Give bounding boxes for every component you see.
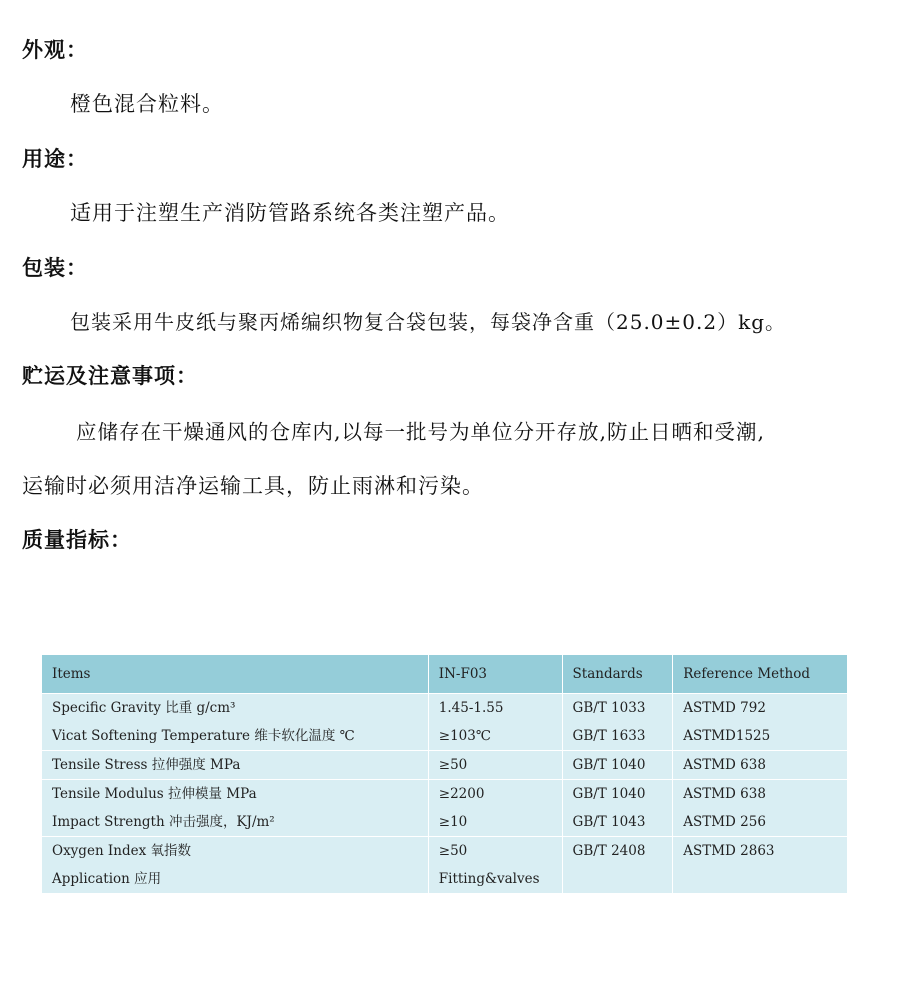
- cell-standards: [562, 837, 673, 894]
- cell-methods: [673, 751, 848, 780]
- item-label: Oxygen Index 氧指数: [52, 843, 191, 859]
- cell-items: [42, 751, 428, 780]
- value-text: ≥50: [438, 843, 468, 859]
- text-usage: 适用于注塑生产消防管路系统各类注塑产品。: [70, 201, 510, 225]
- method-text: ASTMD 2863: [683, 843, 775, 859]
- heading-usage: 用途：: [22, 146, 88, 171]
- text-packaging: 包装采用牛皮纸与聚丙烯编织物复合袋包装，每袋净含重（25.0±0.2）kg。: [70, 310, 787, 334]
- standard-text: GB/T 1033: [572, 700, 646, 716]
- value-text: 1.45-1.55: [438, 700, 504, 716]
- quality-spec-table: [42, 655, 848, 893]
- cell-methods: [673, 780, 848, 837]
- value-text: ≥10: [438, 814, 468, 830]
- heading-quality: 质量指标：: [22, 527, 132, 552]
- value-text: Fitting&valves: [438, 871, 540, 887]
- header-in-f03: IN-F03: [428, 655, 562, 694]
- method-text: ASTMD 256: [683, 814, 766, 830]
- text-appearance: 橙色混合粒料。: [70, 92, 224, 116]
- text-storage-line1: 应储存在干燥通风的仓库内,以每一批号为单位分开存放,防止日晒和受潮,: [76, 420, 766, 444]
- item-label: Impact Strength 冲击强度，KJ/m²: [52, 814, 275, 830]
- heading-packaging: 包装：: [22, 255, 88, 280]
- cell-values: [428, 751, 562, 780]
- cell-standards: [562, 751, 673, 780]
- table-row: [42, 751, 848, 780]
- item-label: Tensile Modulus 拉伸模量 MPa: [52, 786, 257, 802]
- heading-appearance: 外观：: [22, 37, 88, 62]
- text-storage-line2: 运输时必须用洁净运输工具，防止雨淋和污染。: [22, 474, 484, 498]
- standard-text: GB/T 2408: [572, 843, 646, 859]
- cell-values: [428, 694, 562, 751]
- cell-values: [428, 837, 562, 894]
- method-text: ASTMD 638: [683, 757, 766, 773]
- method-text: ASTMD1525: [683, 728, 771, 744]
- method-text: ASTMD 792: [683, 700, 766, 716]
- header-items: Items: [42, 655, 428, 694]
- standard-text: GB/T 1040: [572, 757, 646, 773]
- header-reference-method: Reference Method: [673, 655, 848, 694]
- cell-methods: [673, 694, 848, 751]
- table-row: [42, 837, 848, 894]
- heading-storage: 贮运及注意事项：: [22, 363, 198, 388]
- value-text: ≥50: [438, 757, 468, 773]
- cell-standards: [562, 780, 673, 837]
- table-row: [42, 694, 848, 751]
- item-label: Application 应用: [52, 871, 162, 887]
- method-text: ASTMD 638: [683, 786, 766, 802]
- cell-values: [428, 780, 562, 837]
- cell-items: [42, 694, 428, 751]
- value-text: ≥103℃: [438, 728, 491, 744]
- item-label: Specific Gravity 比重 g/cm³: [52, 700, 236, 716]
- cell-methods: [673, 837, 848, 894]
- value-text: ≥2200: [438, 786, 485, 802]
- item-label: Tensile Stress 拉伸强度 MPa: [52, 757, 241, 773]
- cell-items: [42, 837, 428, 894]
- standard-text: GB/T 1633: [572, 728, 646, 744]
- item-label: Vicat Softening Temperature 维卡软化温度 ℃: [52, 728, 355, 744]
- cell-items: [42, 780, 428, 837]
- header-standards: Standards: [562, 655, 673, 694]
- standard-text: GB/T 1043: [572, 814, 646, 830]
- standard-text: GB/T 1040: [572, 786, 646, 802]
- table-header-row: [42, 655, 848, 694]
- table-row: [42, 780, 848, 837]
- cell-standards: [562, 694, 673, 751]
